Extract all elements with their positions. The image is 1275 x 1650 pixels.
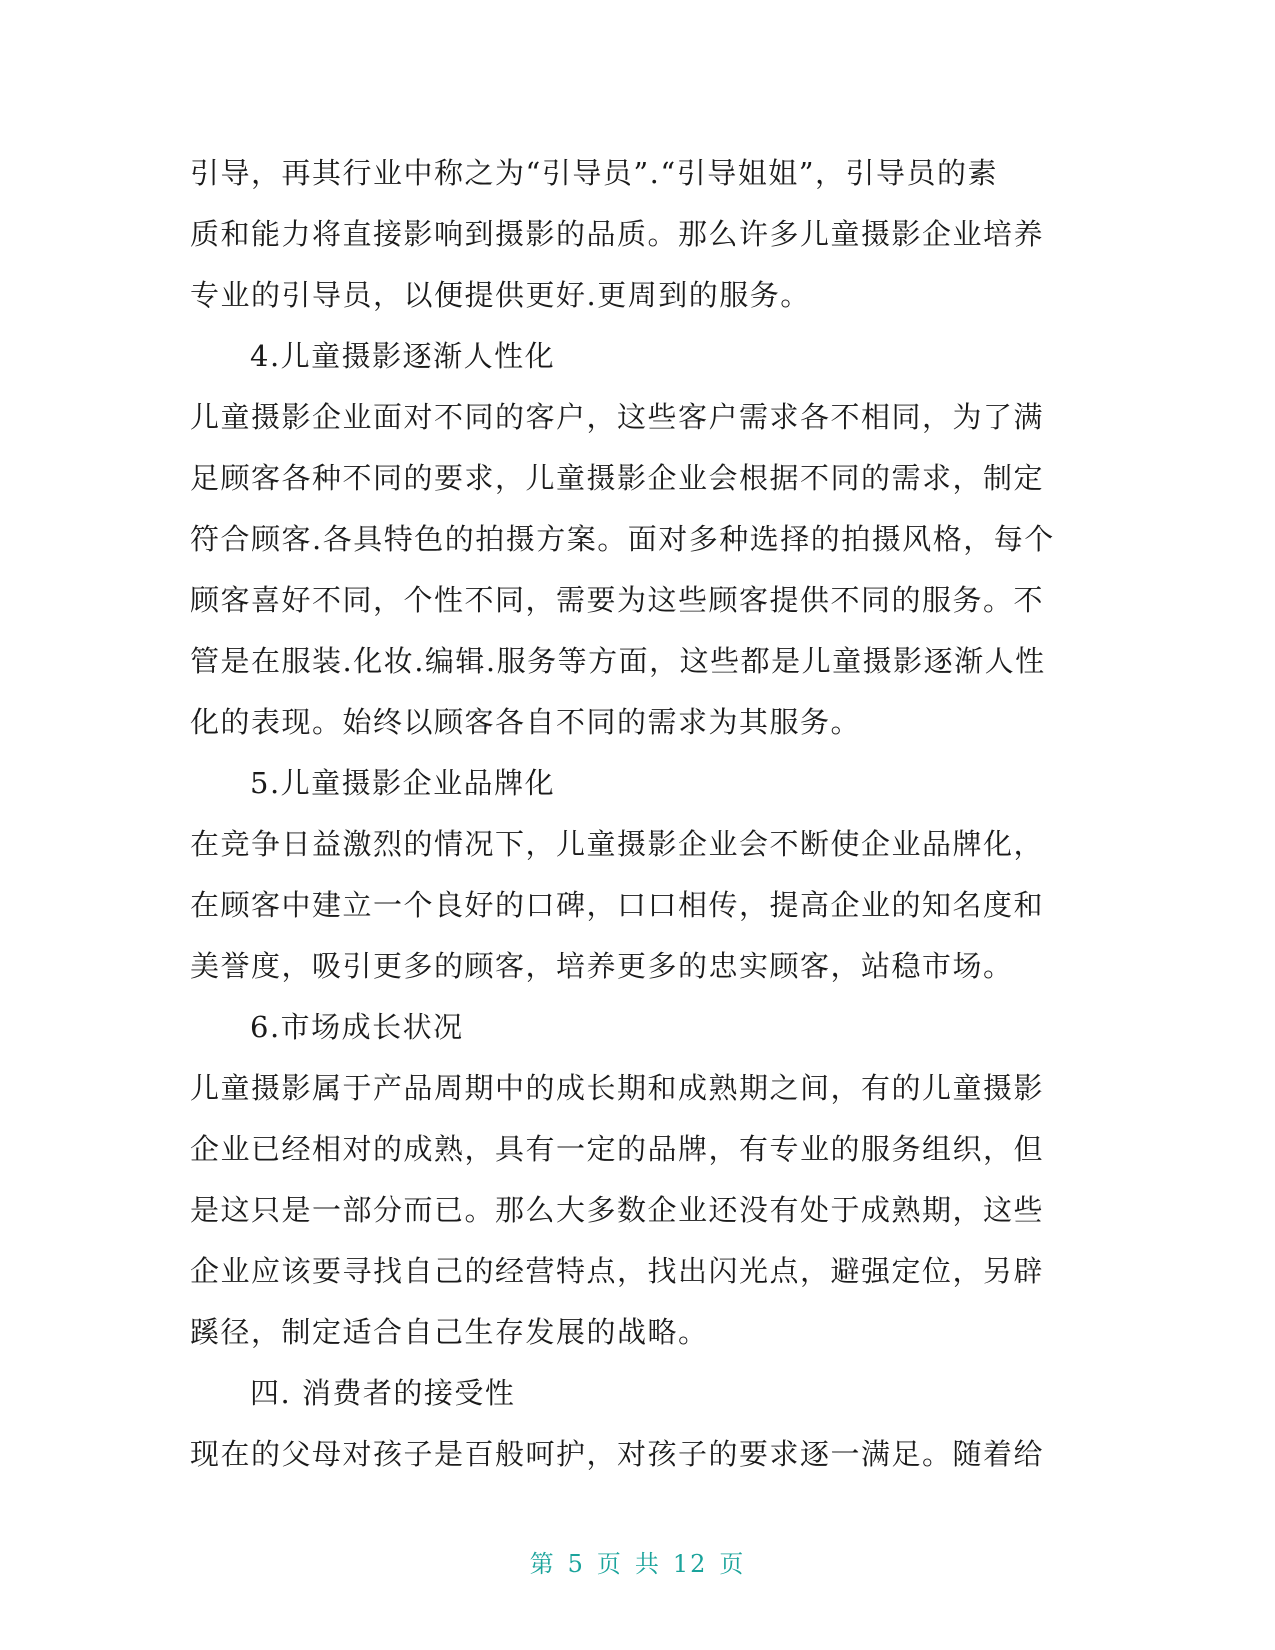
- footer-page-mid: 页: [596, 1550, 623, 1578]
- footer-page-number: 5: [567, 1550, 585, 1578]
- document-body: [190, 143, 1090, 1485]
- section-heading: 四. 消费者的接受性: [250, 1376, 516, 1410]
- body-text-line: 顾客喜好不同，个性不同，需要为这些顾客提供不同的服务。不: [190, 583, 1045, 617]
- body-text-line: 企业已经相对的成熟，具有一定的品牌，有专业的服务组织，但: [190, 1132, 1045, 1166]
- body-text-line: 美誉度，吸引更多的顾客，培养更多的忠实顾客，站稳市场。: [190, 949, 1014, 983]
- body-text-line: 现在的父母对孩子是百般呵护，对孩子的要求逐一满足。随着给: [190, 1437, 1045, 1471]
- body-text-line: 是这只是一部分而已。那么大多数企业还没有处于成熟期，这些: [190, 1193, 1045, 1227]
- body-text-line: 在顾客中建立一个良好的口碑，口口相传，提高企业的知名度和: [190, 888, 1045, 922]
- body-text-line: 儿童摄影企业面对不同的客户，这些客户需求各不相同，为了满: [190, 400, 1045, 434]
- body-text-line: 质和能力将直接影响到摄影的品质。那么许多儿童摄影企业培养: [190, 217, 1045, 251]
- body-text-line: 企业应该要寻找自己的经营特点，找出闪光点，避强定位，另辟: [190, 1254, 1045, 1288]
- body-text-line: 专业的引导员，以便提供更好.更周到的服务。: [190, 278, 811, 312]
- section-heading: 4.儿童摄影逐渐人性化: [250, 339, 556, 373]
- body-text-line: 儿童摄影属于产品周期中的成长期和成熟期之间，有的儿童摄影: [190, 1071, 1045, 1105]
- body-text-line: 化的表现。始终以顾客各自不同的需求为其服务。: [190, 705, 862, 739]
- section-heading: 5.儿童摄影企业品牌化: [250, 766, 556, 800]
- body-text-line: 符合顾客.各具特色的拍摄方案。面对多种选择的拍摄风格，每个: [190, 522, 1055, 556]
- body-text-line: 管是在服装.化妆.编辑.服务等方面，这些都是儿童摄影逐渐人性: [190, 644, 1046, 678]
- footer-total-suffix: 页: [719, 1550, 746, 1578]
- page-footer: [0, 1544, 1275, 1579]
- footer-page-prefix: 第: [529, 1550, 556, 1578]
- body-text-line: 引导，再其行业中称之为“引导员”.“引导姐姐”，引导员的素: [190, 156, 999, 190]
- body-text-line: 在竞争日益激烈的情况下，儿童摄影企业会不断使企业品牌化，: [190, 827, 1045, 861]
- footer-total-pages: 12: [672, 1550, 708, 1578]
- footer-total-prefix: 共: [634, 1550, 661, 1578]
- section-heading: 6.市场成长状况: [250, 1010, 464, 1044]
- body-text-line: 足顾客各种不同的要求，儿童摄影企业会根据不同的需求，制定: [190, 461, 1045, 495]
- body-text-line: 蹊径，制定适合自己生存发展的战略。: [190, 1315, 709, 1349]
